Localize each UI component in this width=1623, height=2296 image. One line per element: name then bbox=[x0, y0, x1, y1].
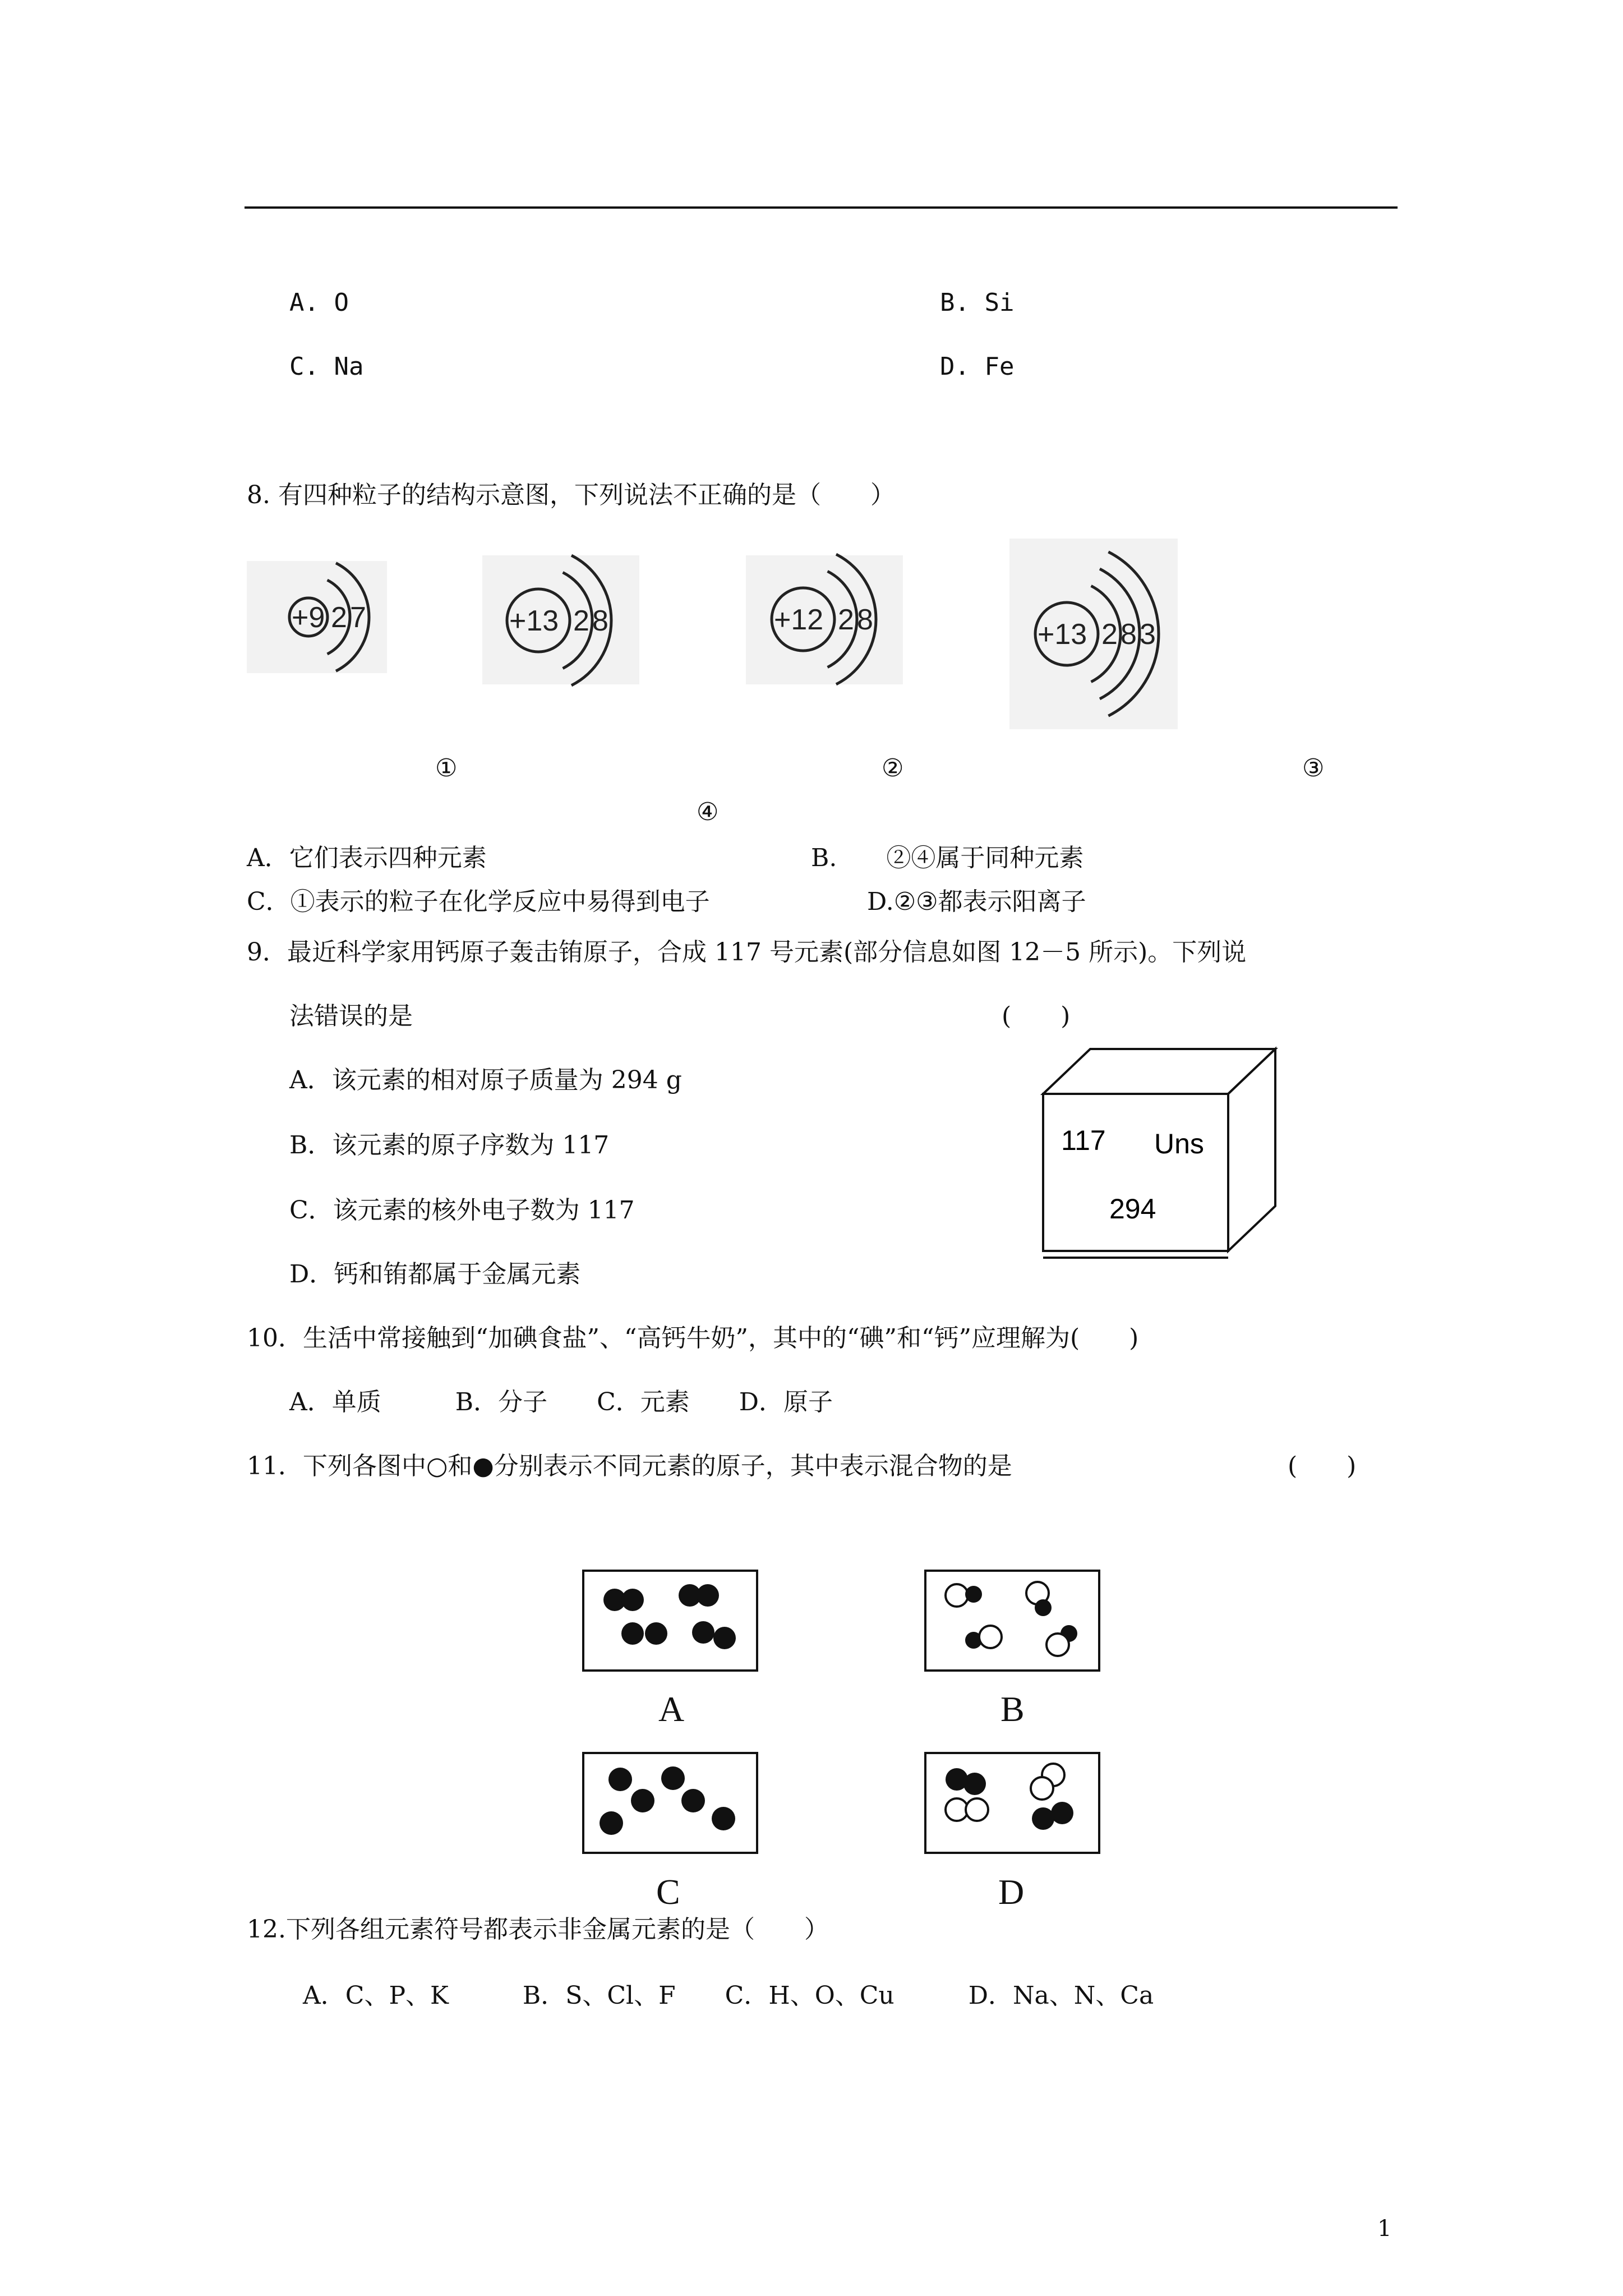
q8-label-1: ① bbox=[435, 754, 458, 783]
q11-box-d bbox=[925, 1753, 1099, 1853]
q11-box-c bbox=[583, 1753, 757, 1853]
q9-option-c: C．该元素的核外电子数为 117 bbox=[289, 1196, 635, 1225]
shell-electron-count: 2 bbox=[573, 605, 589, 637]
shell-electron-count: 8 bbox=[1121, 618, 1137, 651]
q8-option-c: C．①表示的粒子在化学反应中易得到电子 bbox=[247, 887, 710, 916]
q8-label-2: ② bbox=[882, 754, 904, 783]
shell-electron-count: 2 bbox=[838, 604, 854, 636]
header-rule bbox=[245, 206, 1398, 209]
q9-element-cube bbox=[1038, 1038, 1284, 1273]
shell-electron-count: 8 bbox=[857, 604, 873, 636]
q8-structure-diagrams bbox=[247, 539, 1223, 740]
q8-option-a: A．它们表示四种元素 bbox=[247, 844, 487, 872]
shell-electron-count: 2 bbox=[1101, 618, 1118, 651]
shell-electron-count: 8 bbox=[592, 605, 608, 637]
nucleus-charge: +13 bbox=[509, 605, 559, 637]
shell-electron-count: 2 bbox=[331, 601, 347, 634]
q8-label-3: ③ bbox=[1302, 754, 1325, 783]
q8-option-d: D.②③都表示阳离子 bbox=[867, 887, 1086, 916]
q11-answer-bracket: ( ) bbox=[1288, 1452, 1357, 1480]
q9-stem-line2: 法错误的是 bbox=[289, 1002, 413, 1030]
nucleus-charge: +12 bbox=[774, 604, 824, 636]
q8-stem: 8. 有四种粒子的结构示意图，下列说法不正确的是（ ） bbox=[247, 481, 895, 509]
q11-box-a bbox=[583, 1571, 757, 1671]
nucleus-charge: +9 bbox=[292, 601, 325, 634]
element-symbol: Uns bbox=[1154, 1128, 1204, 1159]
q7-option-d: D. Fe bbox=[940, 352, 1015, 381]
q11-stem: 11．下列各图中○和●分别表示不同元素的原子，其中表示混合物的是 bbox=[247, 1452, 1012, 1480]
element-mass: 294 bbox=[1109, 1193, 1156, 1225]
q7-option-b: B. Si bbox=[940, 288, 1015, 317]
q9-option-b: B．该元素的原子序数为 117 bbox=[289, 1131, 610, 1159]
q9-stem-line1: 9．最近科学家用钙原子轰击铕原子，合成 117 号元素(部分信息如图 12－5 所示)。下列说 bbox=[247, 938, 1247, 967]
q11-label-a: A bbox=[658, 1689, 685, 1729]
q11-label-c: C bbox=[656, 1872, 680, 1912]
page-number: 1 bbox=[1377, 2216, 1392, 2242]
q9-answer-bracket: ( ) bbox=[1002, 1002, 1071, 1030]
q10-options: A．单质 B．分子 C．元素 D．原子 bbox=[289, 1388, 833, 1416]
shell-electron-count: 7 bbox=[350, 601, 366, 634]
q11-label-d: D bbox=[998, 1872, 1025, 1912]
element-atomic-number: 117 bbox=[1061, 1125, 1106, 1156]
q7-option-c: C. Na bbox=[289, 352, 364, 381]
q7-option-a: A. O bbox=[289, 288, 349, 317]
nucleus-charge: +13 bbox=[1038, 618, 1087, 651]
q11-label-b: B bbox=[1000, 1689, 1025, 1729]
q8-option-b: B. ②④属于同种元素 bbox=[811, 844, 1084, 872]
q11-box-b bbox=[925, 1571, 1099, 1671]
q12-options: A．C、P、K B．S、Cl、F C．H、O、Cu D．Na、N、Ca bbox=[303, 1981, 1154, 2010]
q8-label-4: ④ bbox=[697, 798, 719, 826]
q9-option-a: A．该元素的相对原子质量为 294 g bbox=[289, 1066, 682, 1094]
shell-electron-count: 3 bbox=[1140, 618, 1156, 651]
q10-stem: 10．生活中常接触到“加碘食盐”、“高钙牛奶”，其中的“碘”和“钙”应理解为( ) bbox=[247, 1324, 1139, 1352]
q9-option-d: D．钙和铕都属于金属元素 bbox=[289, 1260, 581, 1289]
q12-stem: 12.下列各组元素符号都表示非金属元素的是（ ） bbox=[247, 1915, 829, 1944]
